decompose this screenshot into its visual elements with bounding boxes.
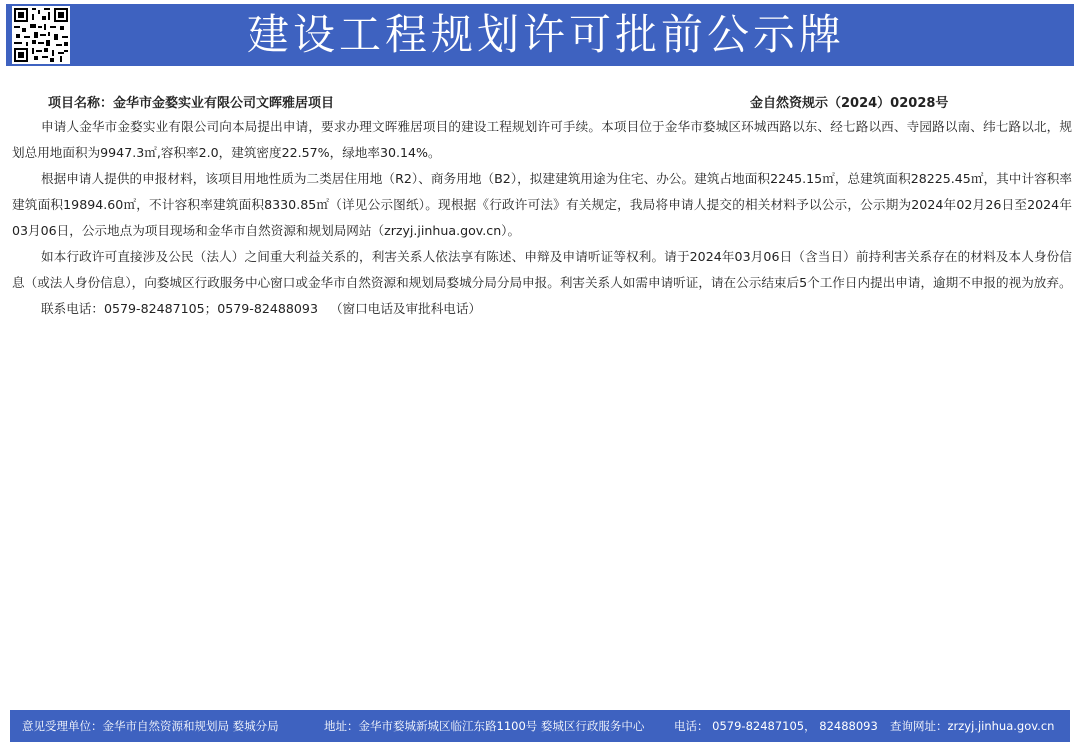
header-banner bbox=[6, 4, 1074, 66]
footer-banner bbox=[10, 710, 1070, 742]
qr-code-icon bbox=[12, 6, 70, 64]
meta-row bbox=[12, 88, 1072, 114]
footer-unit: 意见受理单位：金华市自然资源和规划局 婺城分局 bbox=[22, 719, 279, 733]
page-title: 建设工程规划许可批前公示牌 bbox=[246, 10, 845, 59]
footer-address: 地址：金华市婺城新城区临江东路1100号 婺城区行政服务中心 bbox=[324, 719, 645, 733]
paragraph-contact: 联系电话：0579-82487105；0579-82488093 （窗口电话及审批科电话） bbox=[41, 301, 482, 316]
footer-phone: 电话： 0579-82487105， 82488093 bbox=[674, 719, 878, 733]
notice-content bbox=[12, 88, 1072, 322]
qr-code-graphic bbox=[12, 6, 70, 64]
document-number: 金自然资规示（2024）02028号 bbox=[750, 96, 949, 111]
paragraph-application: 申请人金华市金婺实业有限公司向本局提出申请，要求办理文晖雅居项目的建设工程规划许可手续。本项目位于金华市婺城区环城西路以东、经七路以西、寺园路以南、纬七路以北，规划总用地面积为9947.3㎡,容积率2.0，建筑密度22.57%，绿地率30.14%。 bbox=[12, 119, 1072, 160]
paragraph-materials: 根据申请人提供的申报材料，该项目用地性质为二类居住用地（R2）、商务用地（B2），拟建建筑用途为住宅、办公。建筑占地面积2245.15㎡，总建筑面积28225.45㎡，其中计容积率建筑面积19894.60㎡，不计容积率建筑面积8330.85㎡（详见公示图纸）。现根据《行政许可法》有关规定，我局将申请人提交的相关材料予以公示，公示期为2024年02月26日至2024年03月06日，公示地点为项目现场和金华市自然资源和规划局网站（zrzyj.jinhua.gov.cn）。 bbox=[12, 171, 1072, 238]
project-name: 项目名称：金华市金婺实业有限公司文晖雅居项目 bbox=[48, 96, 335, 111]
footer-website: 查询网址：zrzyj.jinhua.gov.cn bbox=[890, 719, 1055, 733]
paragraph-rights: 如本行政许可直接涉及公民（法人）之间重大利益关系的，利害关系人依法享有陈述、申辩及申请听证等权利。请于2024年03月06日（含当日）前持利害关系存在的材料及本人身份信息（或法人身份信息），向婺城区行政服务中心窗口或金华市自然资源和规划局婺城分局分局申报。利害关系人如需申请听证，请在公示结束后5个工作日内提出申请，逾期不申报的视为放弃。 bbox=[12, 249, 1072, 290]
